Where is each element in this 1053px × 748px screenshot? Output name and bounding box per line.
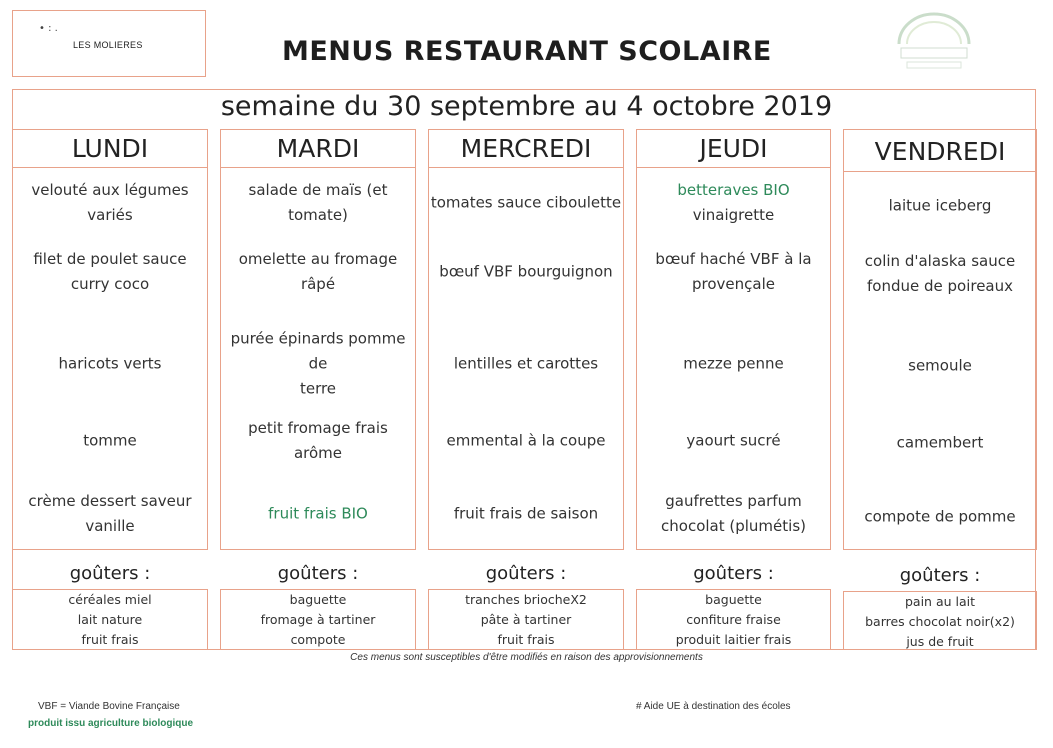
- aide-note: # Aide UE à destination des écoles: [636, 701, 791, 712]
- dish: lentilles et carottes: [453, 354, 599, 373]
- dish: tomates sauce ciboulette: [430, 193, 622, 212]
- gouters-list: [12, 589, 208, 650]
- gouter-item: produit laitier frais: [675, 632, 792, 647]
- dish: bœuf haché VBF à la provençale: [655, 250, 812, 293]
- day-column: [12, 129, 208, 550]
- dish: purée épinards pomme de terre: [230, 329, 406, 398]
- dish-bio: fruit frais BIO: [268, 504, 368, 523]
- dish: haricots verts: [58, 354, 162, 373]
- scan-marks: • : .: [39, 23, 58, 34]
- dish: fruit frais de saison: [453, 504, 599, 523]
- dish: salade de maïs (et tomate): [248, 181, 388, 224]
- gouter-item: fruit frais: [497, 632, 555, 647]
- school-box: [12, 10, 206, 77]
- gouter-item: tranches briocheX2: [465, 592, 587, 607]
- dish: laitue iceberg: [888, 196, 992, 215]
- dish-bio: betteraves BIO vinaigrette: [637, 178, 830, 228]
- gouters-list: [220, 589, 416, 650]
- gouters-label: goûters :: [693, 563, 774, 584]
- gouter-item: barres chocolat noir(x2): [865, 614, 1015, 629]
- day-column: [428, 129, 624, 550]
- dish: velouté aux légumes variés: [31, 181, 189, 224]
- dish: gaufrettes parfum chocolat (plumétis): [661, 492, 806, 535]
- day-name: MERCREDI: [429, 130, 623, 168]
- dish: petit fromage frais arôme: [248, 419, 388, 462]
- gouter-item: jus de fruit: [906, 634, 974, 649]
- dish: mezze penne: [683, 354, 784, 373]
- day-column: [220, 129, 416, 550]
- day-name: LUNDI: [13, 130, 207, 168]
- day-column: [636, 129, 831, 550]
- dish: semoule: [908, 356, 972, 375]
- dish: camembert: [896, 433, 984, 452]
- disclaimer: Ces menus sont susceptibles d'être modifiés en raison des approvisionnements: [350, 652, 703, 663]
- bio-note: produit issu agriculture biologique: [28, 718, 194, 729]
- dish-extra-line: vinaigrette: [692, 206, 775, 224]
- gouters-list: [428, 589, 624, 650]
- gouter-item: baguette: [289, 592, 347, 607]
- gouters-label: goûters :: [277, 563, 359, 584]
- dish: bœuf VBF bourguignon: [439, 262, 613, 281]
- day-name: JEUDI: [637, 130, 830, 168]
- gouter-item: fromage à tartiner: [260, 612, 376, 627]
- school-name: LES MOLIERES: [73, 40, 143, 50]
- gouters-label: goûters :: [485, 563, 567, 584]
- dish: omelette au fromage râpé: [238, 250, 398, 293]
- gouter-item: fruit frais: [81, 632, 139, 647]
- day-name: MARDI: [221, 130, 415, 168]
- dish: emmental à la coupe: [446, 431, 606, 450]
- gouter-item: baguette: [705, 592, 762, 607]
- dish: compote de pomme: [864, 507, 1016, 526]
- day-column: [843, 129, 1037, 550]
- vbf-note: VBF = Viande Bovine Française: [38, 701, 180, 712]
- day-name: VENDREDI: [844, 130, 1036, 172]
- week-heading: semaine du 30 septembre au 4 octobre 2019: [220, 91, 833, 122]
- gouters-list: [636, 589, 831, 650]
- dish: filet de poulet sauce curry coco: [33, 250, 187, 293]
- gouter-item: pain au lait: [904, 594, 976, 609]
- dish: crème dessert saveur vanille: [28, 492, 192, 535]
- gouter-item: confiture fraise: [686, 612, 781, 627]
- gouters-label: goûters :: [69, 563, 151, 584]
- dish: yaourt sucré: [686, 431, 781, 450]
- gouter-item: lait nature: [77, 612, 143, 627]
- gouters-label: goûters :: [899, 565, 981, 586]
- page-title: MENUS RESTAURANT SCOLAIRE: [282, 36, 772, 67]
- logo: [893, 8, 975, 78]
- gouters-list: [843, 591, 1037, 650]
- gouter-item: compote: [290, 632, 346, 647]
- gouter-item: pâte à tartiner: [480, 612, 572, 627]
- gouter-item: céréales miel: [68, 592, 152, 607]
- dish: tomme: [83, 431, 137, 450]
- dish: colin d'alaska sauce fondue de poireaux: [864, 252, 1016, 295]
